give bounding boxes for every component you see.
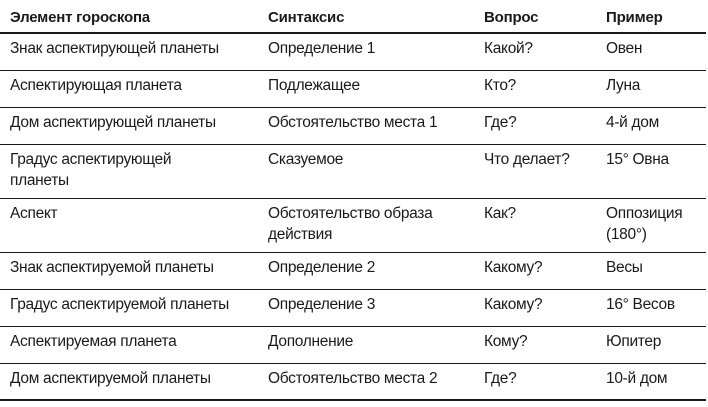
header-example: Пример: [596, 3, 706, 33]
cell-example: 4-й дом: [596, 107, 706, 144]
cell-question: Что делает?: [474, 144, 596, 198]
cell-syntax: Обстоятельство образа действия: [258, 198, 474, 252]
cell-element: Градус аспектирующей планеты: [0, 144, 258, 198]
cell-example: Юпитер: [596, 326, 706, 363]
header-question: Вопрос: [474, 3, 596, 33]
table-header-row: [0, 3, 706, 33]
table-row: [0, 252, 706, 289]
cell-syntax: Подлежащее: [258, 70, 474, 107]
table-row: [0, 70, 706, 107]
cell-question: Где?: [474, 363, 596, 400]
cell-element: Знак аспектирующей планеты: [0, 33, 258, 70]
cell-example: Овен: [596, 33, 706, 70]
cell-element: Аспект: [0, 198, 258, 252]
cell-element: Аспектируемая планета: [0, 326, 258, 363]
cell-element: Дом аспектируемой планеты: [0, 363, 258, 400]
cell-question: Какой?: [474, 33, 596, 70]
horoscope-syntax-table: [0, 3, 706, 401]
header-syntax: Синтаксис: [258, 3, 474, 33]
cell-element: Дом аспектирующей планеты: [0, 107, 258, 144]
cell-element: Знак аспектируемой планеты: [0, 252, 258, 289]
cell-syntax: Определение 1: [258, 33, 474, 70]
table-row: [0, 363, 706, 400]
table-row: [0, 326, 706, 363]
cell-element: Аспектирующая планета: [0, 70, 258, 107]
cell-syntax: Дополнение: [258, 326, 474, 363]
cell-syntax: Обстоятельство места 2: [258, 363, 474, 400]
table-row: [0, 144, 706, 198]
table-row: [0, 107, 706, 144]
table-row: [0, 289, 706, 326]
cell-question: Где?: [474, 107, 596, 144]
cell-question: Кому?: [474, 326, 596, 363]
header-element: Элемент гороскопа: [0, 3, 258, 33]
cell-element: Градус аспектируемой планеты: [0, 289, 258, 326]
cell-syntax: Определение 3: [258, 289, 474, 326]
cell-example: 15° Овна: [596, 144, 706, 198]
cell-syntax: Обстоятельство места 1: [258, 107, 474, 144]
cell-example: 16° Весов: [596, 289, 706, 326]
cell-example: Весы: [596, 252, 706, 289]
table-row: [0, 33, 706, 70]
cell-question: Кто?: [474, 70, 596, 107]
cell-example: Луна: [596, 70, 706, 107]
cell-question: Какому?: [474, 289, 596, 326]
cell-example: Оппозиция (180°): [596, 198, 706, 252]
cell-question: Какому?: [474, 252, 596, 289]
cell-example: 10-й дом: [596, 363, 706, 400]
table-row: [0, 198, 706, 252]
cell-question: Как?: [474, 198, 596, 252]
cell-syntax: Определение 2: [258, 252, 474, 289]
cell-syntax: Сказуемое: [258, 144, 474, 198]
